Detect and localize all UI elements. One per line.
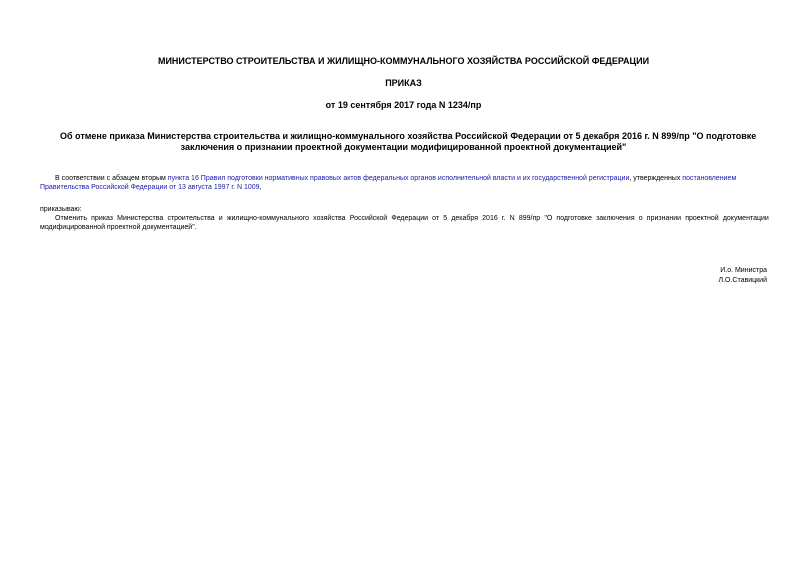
para1-middle: , утвержденных [629, 175, 683, 182]
word: проектной [685, 215, 719, 222]
word: Министерства [117, 215, 164, 222]
word: документации [722, 215, 769, 222]
word: подготовке [556, 215, 592, 222]
word: от [432, 215, 440, 222]
word: 899/пр [518, 215, 541, 222]
ministry-name: МИНИСТЕРСТВО СТРОИТЕЛЬСТВА И ЖИЛИЩНО-КОММУНАЛЬНОГО ХОЗЯЙСТВА РОССИЙСКОЙ ФЕДЕРАЦИИ [157, 56, 650, 66]
word: приказ [91, 215, 113, 222]
para1-suffix: , [259, 184, 262, 191]
resolution-link-part-1[interactable]: постановлением [682, 175, 737, 182]
word: "О [544, 215, 553, 222]
order-title [60, 131, 757, 153]
word: 5 [443, 215, 448, 222]
word: N [509, 215, 515, 222]
word: Федерации [391, 215, 429, 222]
word: заключения [596, 215, 635, 222]
order-title-line-2: заключения о признании проектной документации модифицированной проектной документацией" [180, 142, 627, 152]
orders-word: приказываю: [40, 206, 82, 213]
resolution-link-part-2[interactable]: Правительства Российской Федерации от 13 августа 1997 г. N 1009 [40, 184, 260, 191]
word: декабря [451, 215, 479, 222]
word: жилищно-коммунального [226, 215, 310, 222]
word: Отменить [55, 215, 87, 222]
rules-link[interactable]: пункта 16 Правил подготовки нормативных правовых актов федеральных органов исполнительной власти и их государственной регистрации [167, 175, 630, 182]
word: 2016 [482, 215, 498, 222]
signer-name: Л.О.Ставицкий [718, 277, 767, 284]
word: и [218, 215, 223, 222]
word: хозяйства [313, 215, 346, 222]
signer-position: И.о. Министра [720, 267, 767, 274]
order-title-line-1: Об отмене приказа Министерства строительства и жилищно-коммунального хозяйства Российской Федерации от 5 декабря 2016 г. N 899/пр "О подготовке [60, 131, 757, 141]
word: о [638, 215, 643, 222]
paragraph-1-line-1 [55, 174, 736, 183]
order-date-number: от 19 сентября 2017 года N 1234/пр [325, 100, 482, 110]
paragraph-2-line-2: модифицированной проектной документацией". [40, 224, 197, 231]
word: г. [501, 215, 506, 222]
word: Российской [349, 215, 388, 222]
para1-prefix: В соответствии с абзацем вторым [55, 175, 168, 182]
word: признании [646, 215, 682, 222]
word: строительства [167, 215, 215, 222]
document-type: ПРИКАЗ [385, 78, 422, 88]
paragraph-2-line-1 [55, 214, 769, 223]
paragraph-1-line-2 [40, 183, 262, 192]
